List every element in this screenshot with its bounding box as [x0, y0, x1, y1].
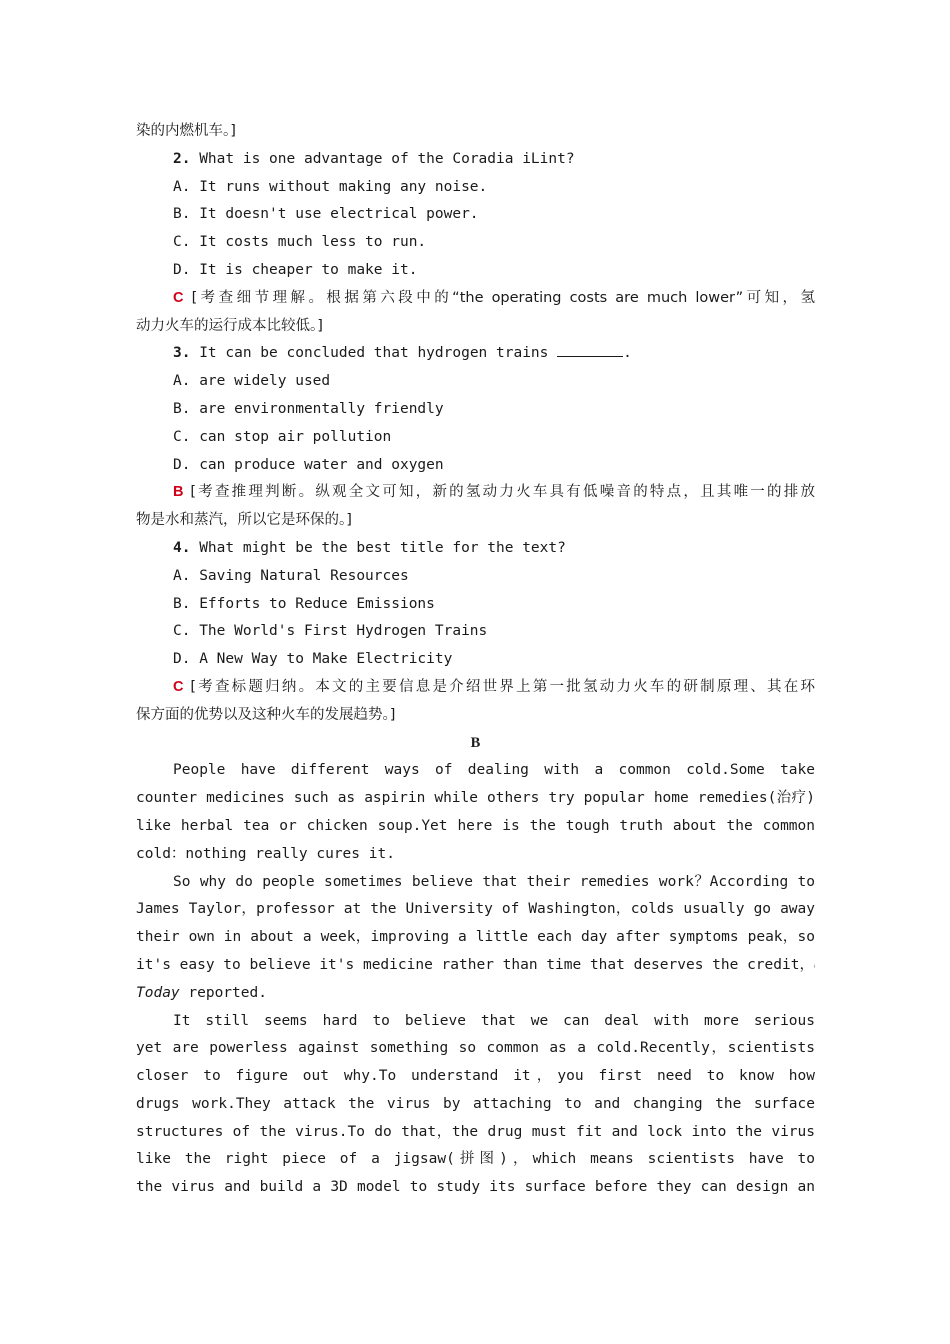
- question-text: What might be the best title for the text?: [199, 539, 566, 556]
- option: B. Efforts to Reduce Emissions: [173, 595, 435, 612]
- explanation-text: [考查标题归纳。本文的主要信息是介绍世界上第一批氢动力火车的研制原理、其在环: [190, 678, 815, 695]
- answer-blank: [557, 342, 623, 357]
- option: A. Saving Natural Resources: [173, 567, 409, 584]
- passage-line: James Taylor，professor at the University of Washington，colds usually go away: [136, 901, 815, 918]
- explanation-text: [考查细节理解。根据第六段中的“the operating costs are much lower”可知，氢: [191, 289, 815, 306]
- publication-name-cont: Today: [136, 984, 180, 1001]
- option: A. It runs without making any noise.: [173, 178, 488, 195]
- explanation-2-line-2: 动力火车的运行成本比较低。]: [136, 317, 323, 334]
- option: A. are widely used: [173, 373, 331, 390]
- question-2-stem: [136, 146, 815, 174]
- passage-line: the virus and build a 3D model to study its surface before they can design an: [136, 1179, 815, 1196]
- question-3-stem: [136, 340, 815, 368]
- answer-letter: C: [173, 289, 184, 306]
- passage-line: It still seems hard to believe that we can deal with more serious: [173, 1012, 815, 1029]
- question-text: What is one advantage of the Coradia iLint?: [199, 150, 575, 167]
- question-4-stem: [136, 535, 815, 563]
- passage-line: yet are powerless against something so common as a cold.Recently，scientists: [136, 1040, 815, 1057]
- explanation-3-line-1: [136, 479, 815, 507]
- option: C. can stop air pollution: [173, 428, 392, 445]
- passage-line: drugs work.They attack the virus by attaching to and changing the surface: [136, 1095, 815, 1112]
- option: C. The World's First Hydrogen Trains: [173, 623, 488, 640]
- explanation-3-line-2: 物是水和蒸汽，所以它是环保的。]: [136, 512, 352, 529]
- passage-text: reported.: [179, 984, 267, 1001]
- option: D. It is cheaper to make it.: [173, 261, 418, 278]
- passage-line: cold：nothing really cures it.: [136, 845, 395, 862]
- section-heading: B: [470, 734, 481, 751]
- publication-name: [814, 957, 815, 973]
- top-note: 染的内燃机车。]: [136, 123, 236, 139]
- passage-line: People have different ways of dealing with a common cold.Some take: [173, 762, 815, 779]
- passage-line: their own in about a week，improving a little each day after symptoms peak，so: [136, 929, 815, 946]
- question-number: 4.: [173, 539, 191, 556]
- option: C. It costs much less to run.: [173, 234, 427, 251]
- passage-line: closer to figure out why.To understand it，you first need to know how: [136, 1068, 815, 1085]
- passage-line: structures of the virus.To do that，the drug must fit and lock into the virus: [136, 1123, 815, 1140]
- passage-line: like the right piece of a jigsaw(拼图)，which means scientists have to: [136, 1151, 815, 1168]
- option: B. are environmentally friendly: [173, 400, 444, 417]
- question-text: It can be concluded that hydrogen trains: [199, 345, 558, 362]
- explanation-text: [考查推理判断。纵观全文可知，新的氢动力火车具有低噪音的特点，且其唯一的排放: [190, 484, 815, 501]
- passage-line: So why do people sometimes believe that their remedies work？According to: [173, 873, 815, 890]
- question-number: 3.: [173, 345, 191, 362]
- explanation-4-line-2: 保方面的优势以及这种火车的发展趋势。]: [136, 706, 396, 723]
- question-number: 2.: [173, 150, 191, 167]
- document-page: [136, 118, 815, 1202]
- passage-line: like herbal tea or chicken soup.Yet here is the tough truth about the common: [136, 817, 815, 834]
- passage-line: counter medicines such as aspirin while others try popular home remedies(治疗): [136, 790, 815, 807]
- option: D. can produce water and oxygen: [173, 456, 444, 473]
- option: D. A New Way to Make Electricity: [173, 651, 453, 668]
- option: B. It doesn't use electrical power.: [173, 206, 479, 223]
- question-text-end: .: [623, 345, 632, 362]
- explanation-2-line-1: [136, 285, 815, 313]
- passage-text: it's easy to believe it's medicine rather than time that deserves the credit，: [136, 956, 814, 973]
- passage-line: [136, 980, 815, 1008]
- answer-letter: C: [173, 678, 184, 695]
- explanation-4-line-1: [136, 674, 815, 702]
- passage-line: [136, 952, 815, 980]
- answer-letter: B: [173, 484, 184, 501]
